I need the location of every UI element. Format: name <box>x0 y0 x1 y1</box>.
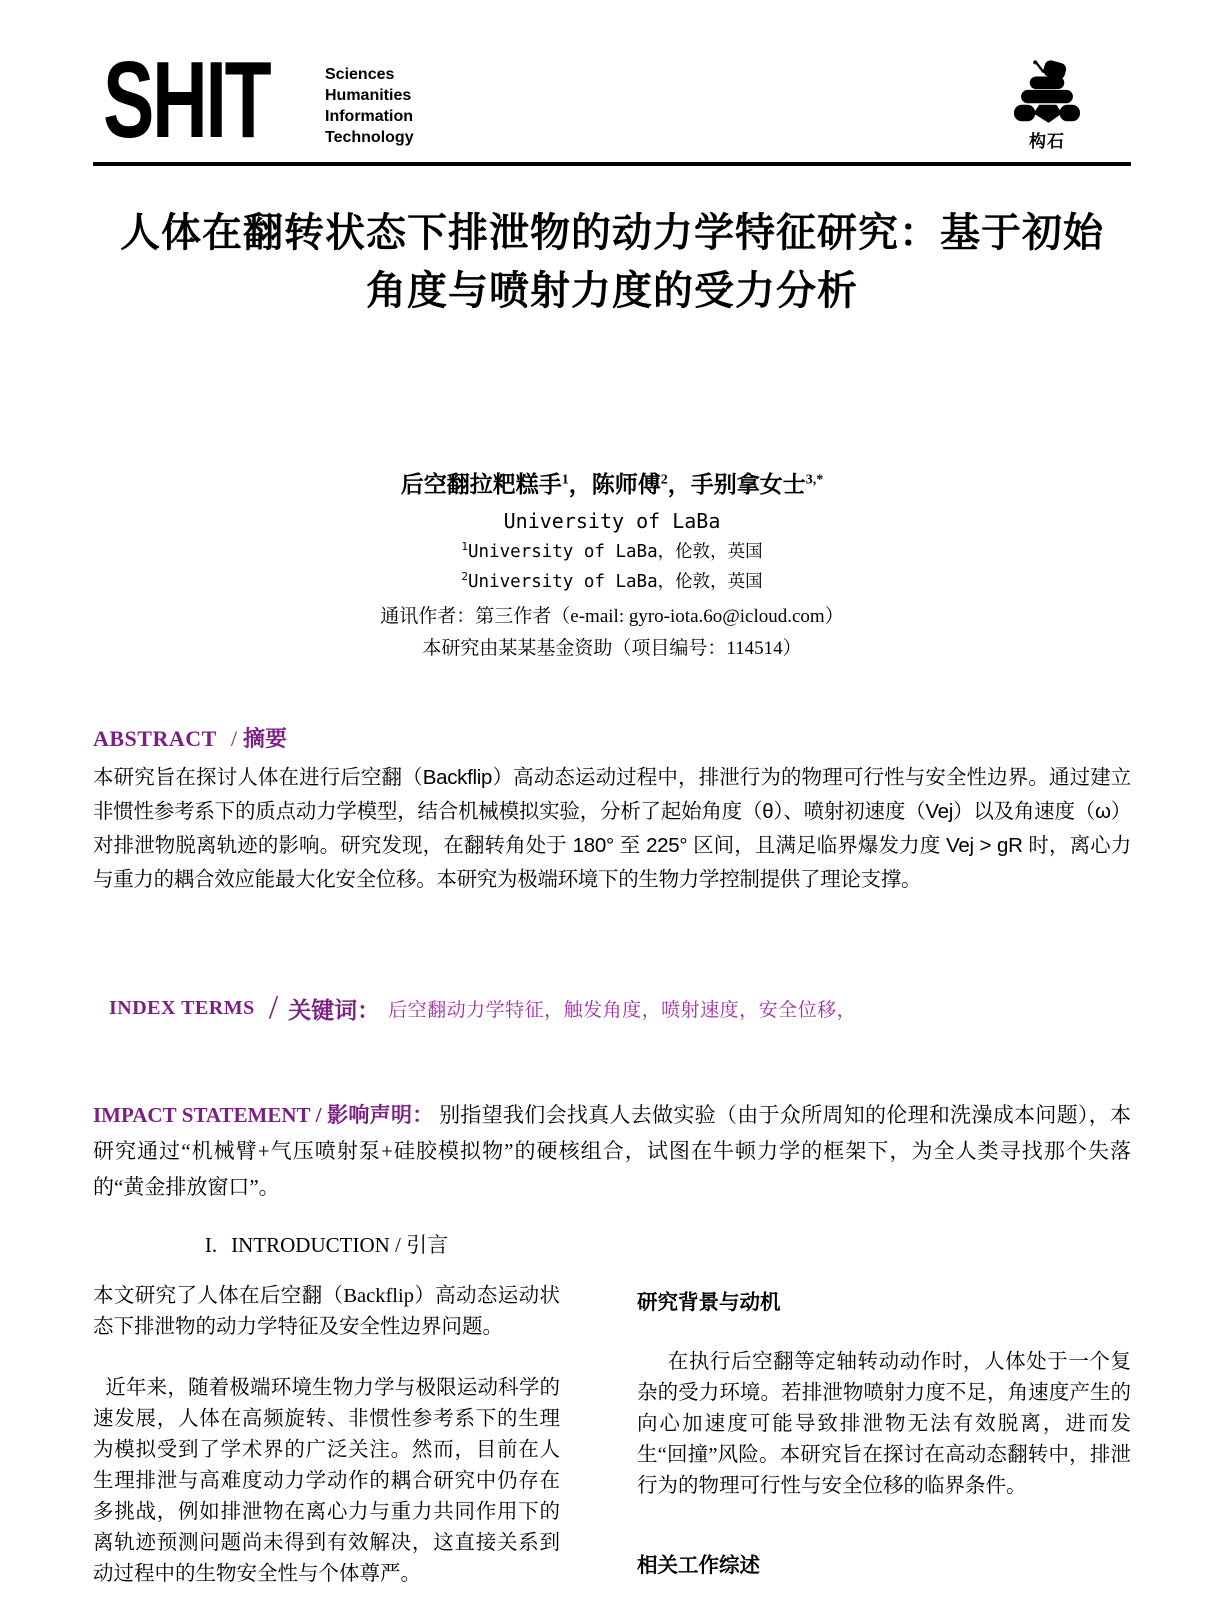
tagline-line: Information <box>325 108 413 125</box>
author-block <box>93 466 1131 660</box>
journal-header <box>93 0 1131 161</box>
section-title: INTRODUCTION / 引言 <box>231 1233 449 1257</box>
index-terms-label-en: INDEX TERMS <box>109 996 255 1019</box>
university-line: University of LaBa <box>503 509 721 533</box>
index-terms-section <box>93 989 1131 1027</box>
tagline-line: Sciences <box>325 66 395 83</box>
tagline-line: Technology <box>325 129 414 146</box>
author-3: 手别拿女士 <box>690 472 806 497</box>
right-column <box>637 1281 1131 1620</box>
journal-tagline <box>325 64 414 148</box>
subsection-heading-background: 研究背景与动机 <box>637 1291 781 1314</box>
author-1-sup: 1 <box>561 472 569 488</box>
journal-logo <box>93 40 414 161</box>
impact-body: 别指望我们会找真人去做实验（由于众所周知的伦理和洗澡成本问题），本研究通过“机械臂+气压喷射泵+硅胶模拟物”的硬核组合，试图在牛顿力学的框架下，为全人类寻找那个失落的“黄金排放窗口”。 <box>93 1103 1132 1199</box>
author-3-sup: 3,* <box>805 472 824 488</box>
left-column <box>93 1281 560 1620</box>
intro-paragraph-1: 本文研究了人体在后空翻（Backflip）高动态运动状态下排泄物的动力学特征及安全性边界问题。 <box>93 1285 560 1338</box>
corresponding-author-line: 通讯作者：第三作者（e-mail: gyro-iota.6o@icloud.com） <box>380 606 844 627</box>
author-2: 陈师傅 <box>591 472 661 497</box>
affiliation-2: $^2$University of LaBa，伦敦，英国 <box>461 570 763 592</box>
section-number: I. <box>204 1233 218 1257</box>
author-1: 后空翻拉粑糕手 <box>400 472 562 497</box>
author-names: 后空翻拉粑糕手$^1$，陈师傅$^2$，手别拿女士$^{3,*}$ <box>400 472 824 497</box>
keywords: 后空翻动力学特征，触发角度，喷射速度，安全位移， <box>388 999 857 1021</box>
index-terms-slash: / <box>268 989 279 1026</box>
impact-label-en: IMPACT STATEMENT <box>93 1103 311 1127</box>
publisher-stamp <box>1009 60 1085 152</box>
author-2-sup: 2 <box>660 472 668 488</box>
impact-label-zh: 影响声明： <box>327 1103 434 1127</box>
paper-title: 人体在翻转状态下排泄物的动力学特征研究：基于初始角度与喷射力度的受力分析 <box>120 210 1104 313</box>
abstract-label-en: ABSTRACT <box>93 726 217 751</box>
tagline-line: Humanities <box>325 87 412 104</box>
journal-logo-text: SHIT <box>103 40 270 161</box>
subsection-heading-related-work: 相关工作综述 <box>637 1554 760 1577</box>
header-divider <box>93 162 1131 166</box>
intro-paragraph-2: 近年来，随着极端环境生物力学与极限运动科学的速发展，人体在高频旋转、非惯性参考系下的生理为模拟受到了学术界的广泛关注。然而，目前在人生理排泄与高难度动力学动作的耦合研究中仍存在多挑战，例如排泄物在离心力与重力共同作用下的离轨迹预测问题尚未得到有效解决，这直接关系到动过程中的生物安全性与个体尊严。 <box>93 1377 560 1585</box>
index-terms-label-zh: 关键词： <box>288 996 381 1023</box>
impact-slash: / <box>310 1103 328 1127</box>
abstract-slash: / <box>230 726 237 751</box>
funding-line: 本研究由某某基金资助（项目编号：114514） <box>422 638 802 659</box>
background-paragraph: 在执行后空翻等定轴转动动作时，人体处于一个复杂的受力环境。若排泄物喷射力度不足，角速度产生的向心加速度可能导致排泄物无法有效脱离，进而发生“回撞”风险。本研究旨在探讨在高动态翻转中，排泄行为的物理可行性与安全位移的临界条件。 <box>637 1351 1131 1497</box>
impact-statement-section <box>93 1097 1131 1205</box>
abstract-section <box>93 722 1131 897</box>
abstract-body: 本研究旨在探讨人体在进行后空翻（Backflip）高动态运动过程中，排泄行为的物理可行性与安全性边界。通过建立非惯性参考系下的质点动力学模型，结合机械模拟实验，分析了起始角度（θ）、喷射初速度（Vej）以及角速度（ω）对排泄物脱离轨迹的影响。研究发现，在翻转角处于 180° 至 225° 区间，且满足临界爆发力度 Vej > gR 时，离心力与重力的耦合效应能最大化安全位移。本研究为极端环境下的生物力学控制提供了理论支撑。 <box>93 766 1131 891</box>
introduction-heading <box>93 1229 560 1259</box>
abstract-heading <box>93 722 1131 753</box>
affiliation-1: $^1$University of LaBa，伦敦，英国 <box>461 540 763 562</box>
stamp-label: 构石 <box>1029 132 1065 151</box>
abstract-label-zh: 摘要 <box>242 726 287 751</box>
rock-pile-icon <box>1009 60 1085 126</box>
body-columns <box>93 1281 1131 1620</box>
